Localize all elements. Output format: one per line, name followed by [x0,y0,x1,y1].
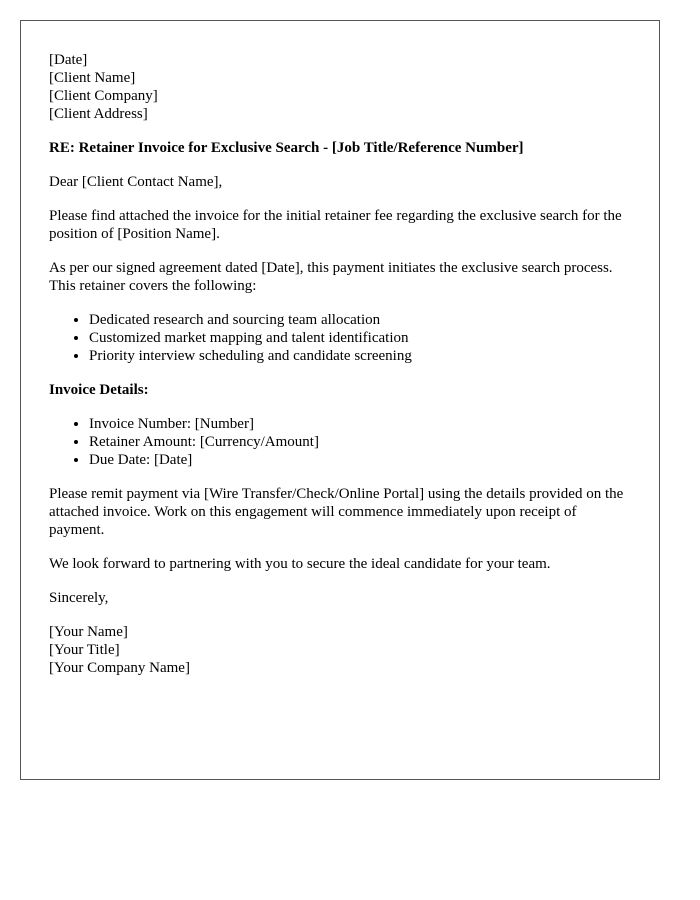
signature-company: [Your Company Name] [49,660,190,676]
recipient-block [49,51,631,123]
client-company: [Client Company] [49,88,158,104]
paragraph-intro: Please find attached the invoice for the initial retainer fee regarding the exclusive search for the position of [Position Name]. [49,208,622,242]
salutation: Dear [Client Contact Name], [49,174,223,190]
client-name: [Client Name] [49,70,136,86]
list-item: • Priority interview scheduling and candidate screening [89,347,631,365]
invoice-details-list [49,415,631,469]
list-item: • Retainer Amount: [Currency/Amount] [89,433,631,451]
list-item: • Dedicated research and sourcing team allocation [89,311,631,329]
paragraph-payment: Please remit payment via [Wire Transfer/Check/Online Portal] using the details provided on the attached invoice. Work on this engagement will commence immediately upon receipt of payment. [49,486,624,538]
signature-block [49,623,631,677]
subject-line: RE: Retainer Invoice for Exclusive Search - [Job Title/Reference Number] [49,140,524,156]
list-item: • Customized market mapping and talent identification [89,329,631,347]
signature-title: [Your Title] [49,642,120,658]
signature-name: [Your Name] [49,624,128,640]
letter-date: [Date] [49,52,88,68]
closing: Sincerely, [49,590,109,606]
invoice-details-heading: Invoice Details: [49,382,149,398]
list-item: • Due Date: [Date] [89,451,631,469]
list-item: • Invoice Number: [Number] [89,415,631,433]
client-address: [Client Address] [49,106,148,122]
coverage-list [49,311,631,365]
paragraph-closing-note: We look forward to partnering with you to secure the ideal candidate for your team. [49,556,551,572]
letter-page [20,20,660,780]
paragraph-agreement: As per our signed agreement dated [Date], this payment initiates the exclusive search process. This retainer covers the following: [49,260,613,294]
